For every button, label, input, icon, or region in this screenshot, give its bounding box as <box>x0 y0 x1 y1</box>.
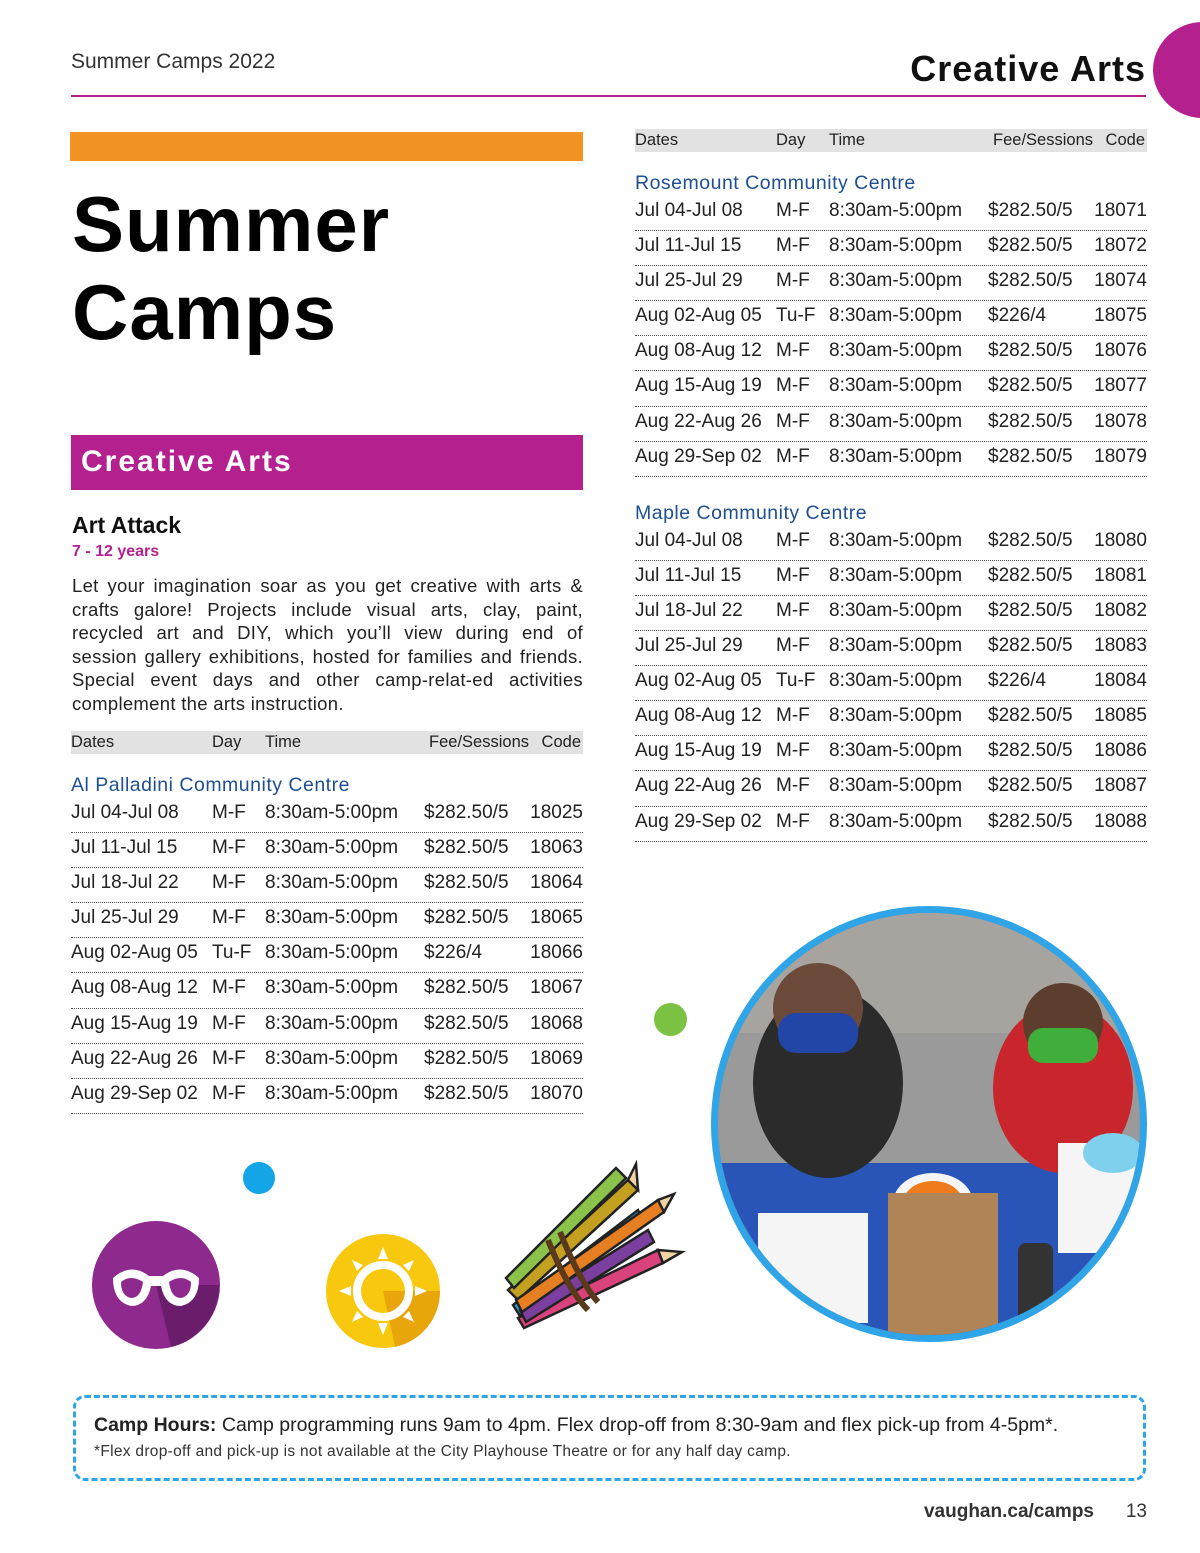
cell-fee: $282.50/5 <box>424 977 509 999</box>
cell-time: 8:30am-5:00pm <box>265 977 399 999</box>
header-day: Day <box>776 131 806 149</box>
cell-day: M-F <box>212 1012 246 1034</box>
cell-dates: Jul 11-Jul 15 <box>635 564 742 586</box>
header-code: Code <box>541 733 581 751</box>
section-header: Creative Arts <box>910 48 1146 89</box>
table-row <box>635 596 1147 631</box>
cell-dates: Aug 29-Sep 02 <box>635 810 762 832</box>
kids-painting-photo <box>711 906 1147 1342</box>
cell-day: M-F <box>776 775 810 797</box>
cell-dates: Jul 04-Jul 08 <box>635 529 743 551</box>
cell-day: Tu-F <box>776 305 816 327</box>
cell-code: 18082 <box>1094 599 1147 621</box>
cell-fee: $282.50/5 <box>988 410 1073 432</box>
cell-code: 18025 <box>530 802 583 823</box>
cell-dates: Jul 25-Jul 29 <box>71 907 179 929</box>
cell-fee: $226/4 <box>424 942 483 964</box>
cell-dates: Aug 08-Aug 12 <box>71 977 198 999</box>
cell-day: M-F <box>212 802 246 823</box>
table-row <box>635 631 1147 666</box>
centre-name <box>635 166 1147 196</box>
table-row <box>635 407 1147 442</box>
header-code: Code <box>1105 131 1145 149</box>
cell-day: M-F <box>212 1082 246 1104</box>
centre-name <box>71 768 583 798</box>
camp-age-range: 7 - 12 years <box>72 543 160 560</box>
header-time: Time <box>265 733 302 751</box>
cell-time: 8:30am-5:00pm <box>265 872 399 894</box>
cell-dates: Jul 18-Jul 22 <box>635 599 743 621</box>
cell-code: 18065 <box>530 907 583 929</box>
cell-code: 18079 <box>1094 445 1147 467</box>
cell-code: 18068 <box>530 1012 583 1034</box>
cell-code: 18067 <box>530 977 583 999</box>
camp-hours-text <box>94 1414 1125 1437</box>
cell-dates: Jul 11-Jul 15 <box>71 837 178 859</box>
cell-dates: Aug 22-Aug 26 <box>635 775 762 797</box>
header-dates: Dates <box>71 733 115 751</box>
cell-dates: Jul 18-Jul 22 <box>71 872 179 894</box>
sun-icon <box>325 1233 441 1349</box>
centre-name-text: Rosemount Community Centre <box>635 172 916 194</box>
cell-code: 18084 <box>1094 670 1147 692</box>
cell-day: M-F <box>776 235 810 257</box>
cell-code: 18072 <box>1094 235 1147 257</box>
cell-day: Tu-F <box>212 942 252 964</box>
cell-fee: $282.50/5 <box>424 1082 509 1104</box>
table-row <box>635 196 1147 231</box>
cell-time: 8:30am-5:00pm <box>829 775 963 797</box>
cell-day: M-F <box>776 705 810 727</box>
colored-pencils-icon <box>498 1160 690 1332</box>
table-row <box>635 266 1147 301</box>
cell-fee: $282.50/5 <box>988 270 1073 292</box>
cell-time: 8:30am-5:00pm <box>829 410 963 432</box>
cell-fee: $282.50/5 <box>424 1012 509 1034</box>
cell-code: 18080 <box>1094 529 1147 551</box>
table-row <box>71 973 583 1008</box>
cell-code: 18083 <box>1094 635 1147 657</box>
section-title-bar: Creative Arts <box>71 435 583 490</box>
table-row <box>71 833 583 868</box>
cell-time: 8:30am-5:00pm <box>829 529 963 551</box>
cell-fee: $282.50/5 <box>988 705 1073 727</box>
table-row <box>635 526 1147 561</box>
table-row <box>71 938 583 973</box>
cell-day: M-F <box>776 340 810 362</box>
centre-group <box>635 496 1147 842</box>
cell-dates: Aug 02-Aug 05 <box>635 305 762 327</box>
camp-description: Let your imagination soar as you get creative with arts & crafts galore! Projects include visual arts, clay, paint, recycled art and DIY, which you’ll view during end of session gallery exhibitions, hosted for families and friends. Special event days and other camp-relat-ed activities complement the arts instruction. <box>72 575 583 714</box>
table-row <box>71 1044 583 1079</box>
cell-dates: Aug 02-Aug 05 <box>635 670 762 692</box>
table-row <box>71 1009 583 1044</box>
cell-fee: $282.50/5 <box>424 1047 509 1069</box>
cell-time: 8:30am-5:00pm <box>265 837 399 859</box>
cell-time: 8:30am-5:00pm <box>829 340 963 362</box>
centre-name-text: Al Palladini Community Centre <box>71 774 350 796</box>
camp-hours-label: Camp Hours: <box>94 1414 217 1436</box>
cell-dates: Jul 25-Jul 29 <box>635 635 743 657</box>
cell-day: M-F <box>776 529 810 551</box>
green-dot-decoration <box>654 1003 687 1036</box>
camp-hours-box <box>73 1395 1146 1481</box>
table-header <box>71 731 583 754</box>
cell-fee: $282.50/5 <box>988 810 1073 832</box>
cell-time: 8:30am-5:00pm <box>829 445 963 467</box>
cell-day: M-F <box>776 270 810 292</box>
cell-fee: $282.50/5 <box>988 775 1073 797</box>
cell-fee: $282.50/5 <box>988 445 1073 467</box>
centre-group <box>635 166 1147 477</box>
header-fee: Fee/Sessions <box>429 733 529 751</box>
table-row <box>635 301 1147 336</box>
cell-code: 18069 <box>530 1047 583 1069</box>
cell-fee: $282.50/5 <box>988 200 1073 221</box>
cell-fee: $226/4 <box>988 670 1047 692</box>
cell-code: 18066 <box>530 942 583 964</box>
centre-group <box>71 768 583 1114</box>
cell-time: 8:30am-5:00pm <box>265 1012 399 1034</box>
header-time: Time <box>829 131 866 149</box>
cell-code: 18088 <box>1094 810 1147 832</box>
cell-day: M-F <box>776 445 810 467</box>
cell-code: 18078 <box>1094 410 1147 432</box>
cell-time: 8:30am-5:00pm <box>265 907 399 929</box>
cell-day: M-F <box>776 810 810 832</box>
blue-dot-decoration <box>243 1162 275 1194</box>
cell-time: 8:30am-5:00pm <box>829 235 963 257</box>
cell-time: 8:30am-5:00pm <box>829 670 963 692</box>
cell-dates: Aug 15-Aug 19 <box>71 1012 198 1034</box>
cell-day: M-F <box>776 740 810 762</box>
cell-fee: $282.50/5 <box>988 564 1073 586</box>
title-accent-bar <box>70 132 583 161</box>
cell-code: 18075 <box>1094 305 1147 327</box>
cell-code: 18064 <box>530 872 583 894</box>
cell-day: M-F <box>212 1047 246 1069</box>
cell-fee: $282.50/5 <box>424 802 509 823</box>
cell-fee: $282.50/5 <box>988 375 1073 397</box>
table-row <box>71 1079 583 1114</box>
cell-dates: Jul 25-Jul 29 <box>635 270 743 292</box>
centre-name-text: Maple Community Centre <box>635 501 868 524</box>
cell-day: M-F <box>212 837 246 859</box>
sunglasses-icon <box>91 1220 221 1350</box>
cell-fee: $226/4 <box>988 305 1047 327</box>
cell-day: M-F <box>776 375 810 397</box>
table-row <box>71 868 583 903</box>
camp-hours-note: *Flex drop-off and pick-up is not available at the City Playhouse Theatre or for any half day camp. <box>94 1443 791 1460</box>
cell-fee: $282.50/5 <box>988 235 1073 257</box>
table-row <box>635 442 1147 477</box>
cell-code: 18077 <box>1094 375 1147 397</box>
cell-code: 18086 <box>1094 740 1147 762</box>
table-row <box>635 807 1147 842</box>
table-row <box>635 666 1147 701</box>
cell-time: 8:30am-5:00pm <box>829 375 963 397</box>
camp-name: Art Attack <box>72 512 182 538</box>
cell-code: 18081 <box>1094 564 1147 586</box>
cell-dates: Aug 22-Aug 26 <box>635 410 762 432</box>
cell-fee: $282.50/5 <box>988 340 1073 362</box>
cell-dates: Aug 08-Aug 12 <box>635 705 762 727</box>
cell-dates: Jul 11-Jul 15 <box>635 235 742 257</box>
cell-day: M-F <box>212 977 246 999</box>
cell-time: 8:30am-5:00pm <box>829 599 963 621</box>
table-header <box>635 129 1147 152</box>
table-row <box>71 903 583 938</box>
table-row <box>635 336 1147 371</box>
cell-time: 8:30am-5:00pm <box>829 635 963 657</box>
cell-time: 8:30am-5:00pm <box>829 564 963 586</box>
cell-day: M-F <box>776 410 810 432</box>
cell-time: 8:30am-5:00pm <box>265 1082 399 1104</box>
header-divider <box>71 95 1146 97</box>
cell-time: 8:30am-5:00pm <box>829 705 963 727</box>
cell-dates: Aug 08-Aug 12 <box>635 340 762 362</box>
cell-time: 8:30am-5:00pm <box>265 1047 399 1069</box>
header-dates: Dates <box>635 131 679 149</box>
cell-dates: Jul 04-Jul 08 <box>71 802 179 823</box>
cell-code: 18070 <box>530 1082 583 1104</box>
page-title <box>72 180 390 356</box>
cell-fee: $282.50/5 <box>424 907 509 929</box>
table-row <box>635 231 1147 266</box>
title-line-2: Camps <box>72 268 338 356</box>
cell-day: M-F <box>776 599 810 621</box>
cell-day: M-F <box>212 907 246 929</box>
cell-fee: $282.50/5 <box>988 529 1073 551</box>
table-row <box>635 371 1147 406</box>
cell-time: 8:30am-5:00pm <box>829 270 963 292</box>
cell-code: 18076 <box>1094 340 1147 362</box>
table-row <box>635 561 1147 596</box>
header-fee: Fee/Sessions <box>993 131 1093 149</box>
header-day: Day <box>212 733 242 751</box>
cell-fee: $282.50/5 <box>424 872 509 894</box>
cell-day: M-F <box>776 635 810 657</box>
cell-day: Tu-F <box>776 670 816 692</box>
table-row <box>635 736 1147 771</box>
cell-day: M-F <box>776 564 810 586</box>
cell-code: 18063 <box>530 837 583 859</box>
cell-code: 18074 <box>1094 270 1147 292</box>
cell-day: M-F <box>776 200 810 221</box>
schedule-table-left <box>71 731 583 1114</box>
cell-dates: Aug 15-Aug 19 <box>635 375 762 397</box>
schedule-table-right <box>635 129 1147 842</box>
header-circle-decoration <box>1153 22 1200 118</box>
cell-dates: Aug 15-Aug 19 <box>635 740 762 762</box>
cell-time: 8:30am-5:00pm <box>265 802 399 823</box>
cell-code: 18071 <box>1094 200 1147 221</box>
running-header: Summer Camps 2022 <box>71 50 276 73</box>
cell-time: 8:30am-5:00pm <box>829 740 963 762</box>
cell-code: 18085 <box>1094 705 1147 727</box>
cell-fee: $282.50/5 <box>988 599 1073 621</box>
cell-fee: $282.50/5 <box>424 837 509 859</box>
table-row <box>635 701 1147 736</box>
centre-name <box>635 496 1147 526</box>
page-number: 13 <box>1125 1501 1147 1522</box>
cell-day: M-F <box>212 872 246 894</box>
cell-fee: $282.50/5 <box>988 635 1073 657</box>
cell-fee: $282.50/5 <box>988 740 1073 762</box>
title-line-1: Summer <box>72 180 391 268</box>
cell-time: 8:30am-5:00pm <box>265 942 399 964</box>
cell-dates: Aug 29-Sep 02 <box>635 445 762 467</box>
table-row <box>71 798 583 833</box>
cell-time: 8:30am-5:00pm <box>829 305 963 327</box>
footer-url-link[interactable]: vaughan.ca/camps <box>923 1501 1094 1522</box>
cell-dates: Aug 29-Sep 02 <box>71 1082 198 1104</box>
cell-code: 18087 <box>1094 775 1147 797</box>
cell-time: 8:30am-5:00pm <box>829 810 963 832</box>
cell-dates: Aug 22-Aug 26 <box>71 1047 198 1069</box>
table-row <box>635 771 1147 806</box>
camp-hours-body: Camp programming runs 9am to 4pm. Flex drop-off from 8:30-9am and flex pick-up from 4-5pm*. <box>216 1414 1059 1436</box>
cell-dates: Jul 04-Jul 08 <box>635 200 743 221</box>
cell-time: 8:30am-5:00pm <box>829 200 963 221</box>
cell-dates: Aug 02-Aug 05 <box>71 942 198 964</box>
